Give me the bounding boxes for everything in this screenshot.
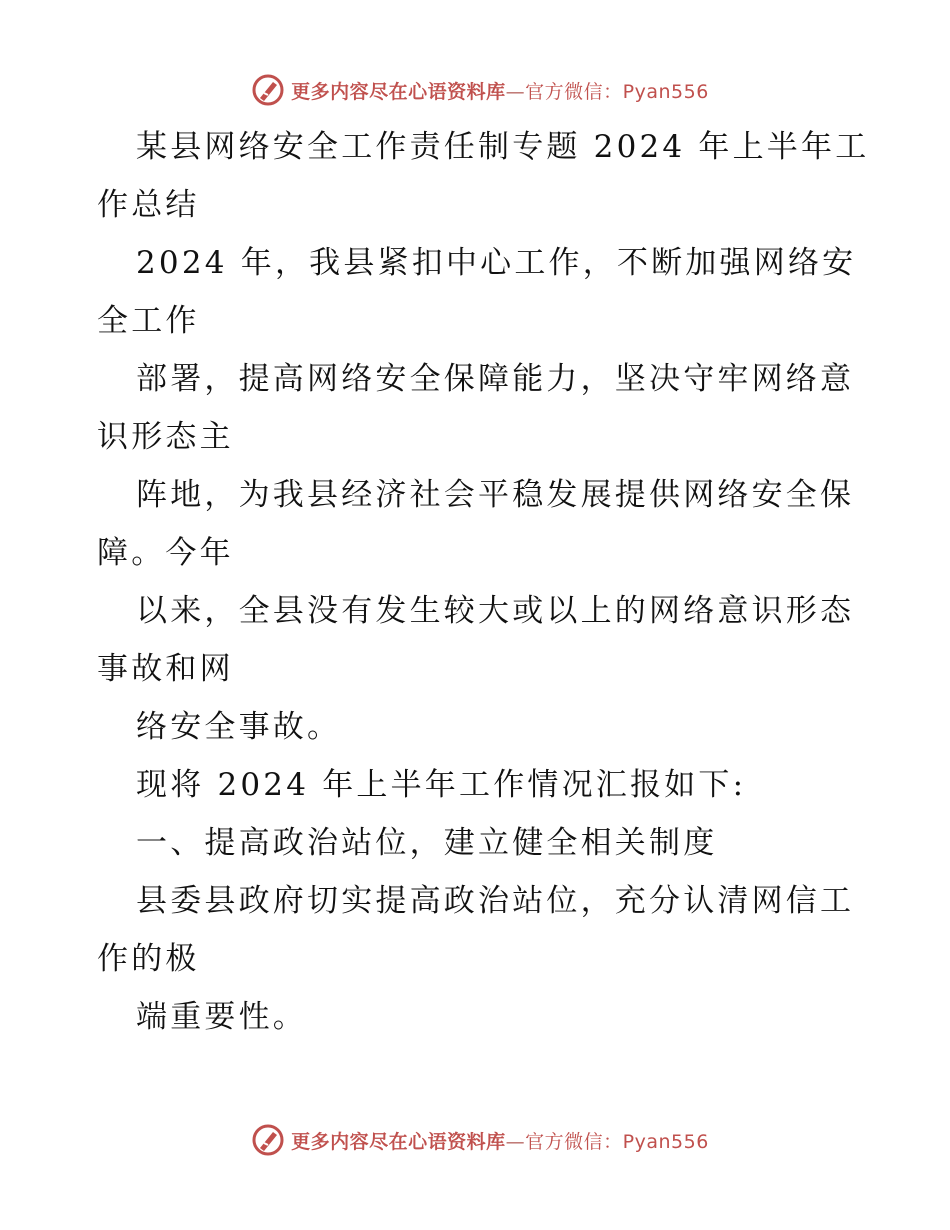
header-watermark [0, 70, 950, 110]
watermark-dash: — [505, 80, 526, 103]
paragraph-line: 障。今年 [97, 535, 234, 571]
paragraph-line: 全工作 [97, 303, 200, 339]
paragraph-line: 识形态主 [97, 419, 234, 455]
watermark-text [291, 77, 709, 104]
paragraph-line: 事故和网 [97, 651, 234, 687]
paragraph-line: 2024 年，我县紧扣中心工作，不断加强网络安 [136, 245, 857, 281]
watermark-group [251, 1123, 709, 1157]
pen-logo-icon [251, 73, 285, 107]
paragraph-line: 阵地，为我县经济社会平稳发展提供网络安全保 [136, 477, 855, 513]
title-line-1: 某县网络安全工作责任制专题 2024 年上半年工 [136, 129, 870, 165]
footer-watermark [0, 1120, 950, 1160]
paragraph-line: 县委县政府切实提高政治站位，充分认清网信工 [136, 883, 855, 919]
document-body [0, 118, 950, 1046]
watermark-group [251, 73, 709, 107]
paragraph-line: 现将 2024 年上半年工作情况汇报如下: [136, 767, 747, 803]
watermark-wechat: 官方微信：Pyan556 [525, 1130, 709, 1153]
watermark-text [291, 1127, 709, 1154]
watermark-wechat: 官方微信：Pyan556 [525, 80, 709, 103]
paragraph-line: 作的极 [97, 941, 200, 977]
watermark-brand: 更多内容尽在心语资料库 [291, 1130, 506, 1153]
watermark-brand: 更多内容尽在心语资料库 [291, 80, 506, 103]
paragraph-line: 以来，全县没有发生较大或以上的网络意识形态 [136, 593, 855, 629]
watermark-dash: — [505, 1130, 526, 1153]
paragraph-line: 络安全事故。 [136, 709, 342, 745]
section-heading: 一、提高政治站位，建立健全相关制度 [136, 825, 718, 861]
paragraph-line: 端重要性。 [136, 999, 307, 1035]
paragraph-line: 部署，提高网络安全保障能力，坚决守牢网络意 [136, 361, 855, 397]
pen-logo-icon [251, 1123, 285, 1157]
title-line-2: 作总结 [97, 187, 200, 223]
